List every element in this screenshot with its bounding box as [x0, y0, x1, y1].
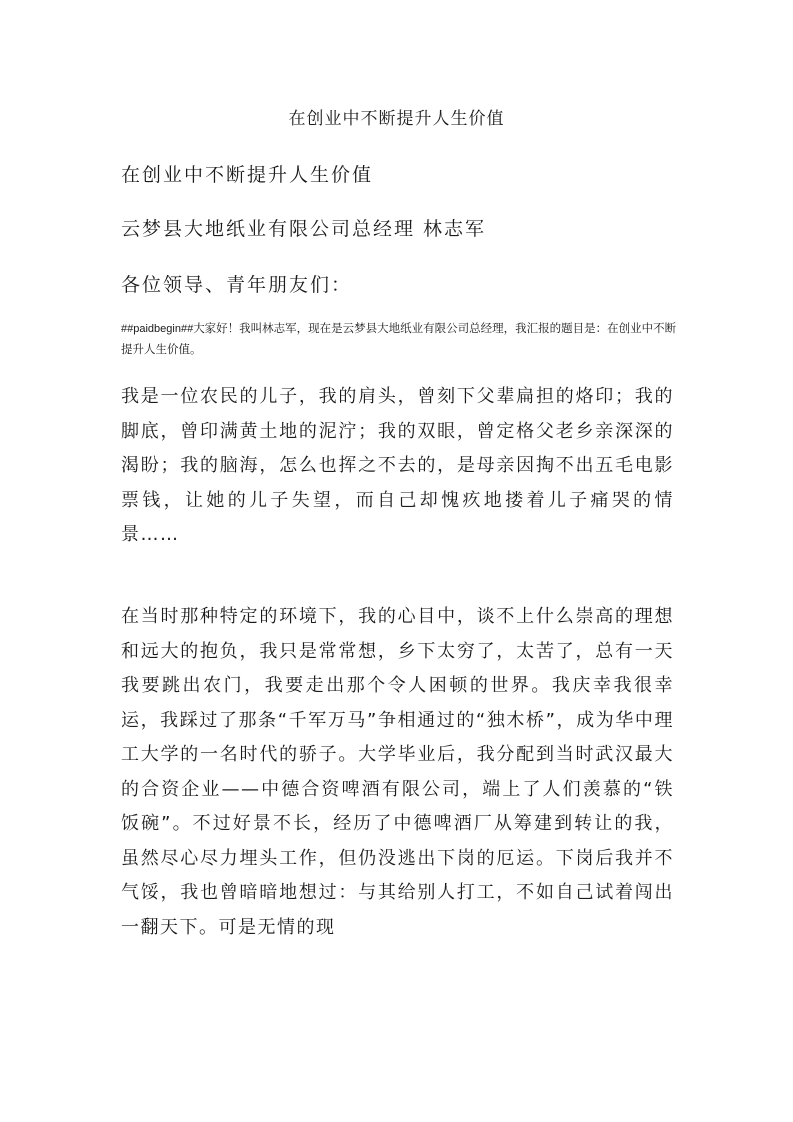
- author-line: 云梦县大地纸业有限公司总经理 林志军: [121, 218, 487, 240]
- page-title: 在创业中不断提升人生价值: [288, 109, 505, 129]
- body-paragraph-2: 在当时那种特定的环境下，我的心目中，谈不上什么崇高的理想和远大的抱负，我只是常常想，乡下太穷了，太苦了，总有一天我要跳出农门，我要走出那个令人困顿的世界。我庆幸我很幸运，我踩过了那条“千军万马”争相通过的“独木桥”，成为华中理工大学的一名时代的骄子。大学毕业后，我分配到当时武汉最大的合资企业——中德合资啤酒有限公司，端上了人们羡慕的“铁饭碗”。不过好景不长，经历了中德啤酒厂从筹建到转让的我，虽然尽心尽力埋头工作，但仍没逃出下岗的厄运。下岗后我并不气馁，我也曾暗暗地想过：与其给别人打工，不如自己试着闯出一翻天下。可是无情的现: [121, 606, 674, 938]
- intro-paragraph: [121, 318, 681, 359]
- intro-text: 大家好！我叫林志军，现在是云梦县大地纸业有限公司总经理，我汇报的题目是：在创业中不断提升人生价值。: [121, 321, 677, 356]
- body-paragraph-1: 我是一位农民的儿子，我的肩头，曾刻下父辈扁担的烙印；我的脚底，曾印满黄土地的泥泞；我的双眼，曾定格父老乡亲深深的渴盼；我的脑海，怎么也挥之不去的，是母亲因掏不出五毛电影票钱，让她的儿子失望，而自己却愧疚地搂着儿子痛哭的情景……: [121, 386, 674, 545]
- salutation: 各位领导、青年朋友们：: [121, 274, 353, 296]
- article-heading: 在创业中不断提升人生价值: [121, 164, 374, 186]
- paid-begin-tag: ##paidbegin##: [121, 323, 194, 335]
